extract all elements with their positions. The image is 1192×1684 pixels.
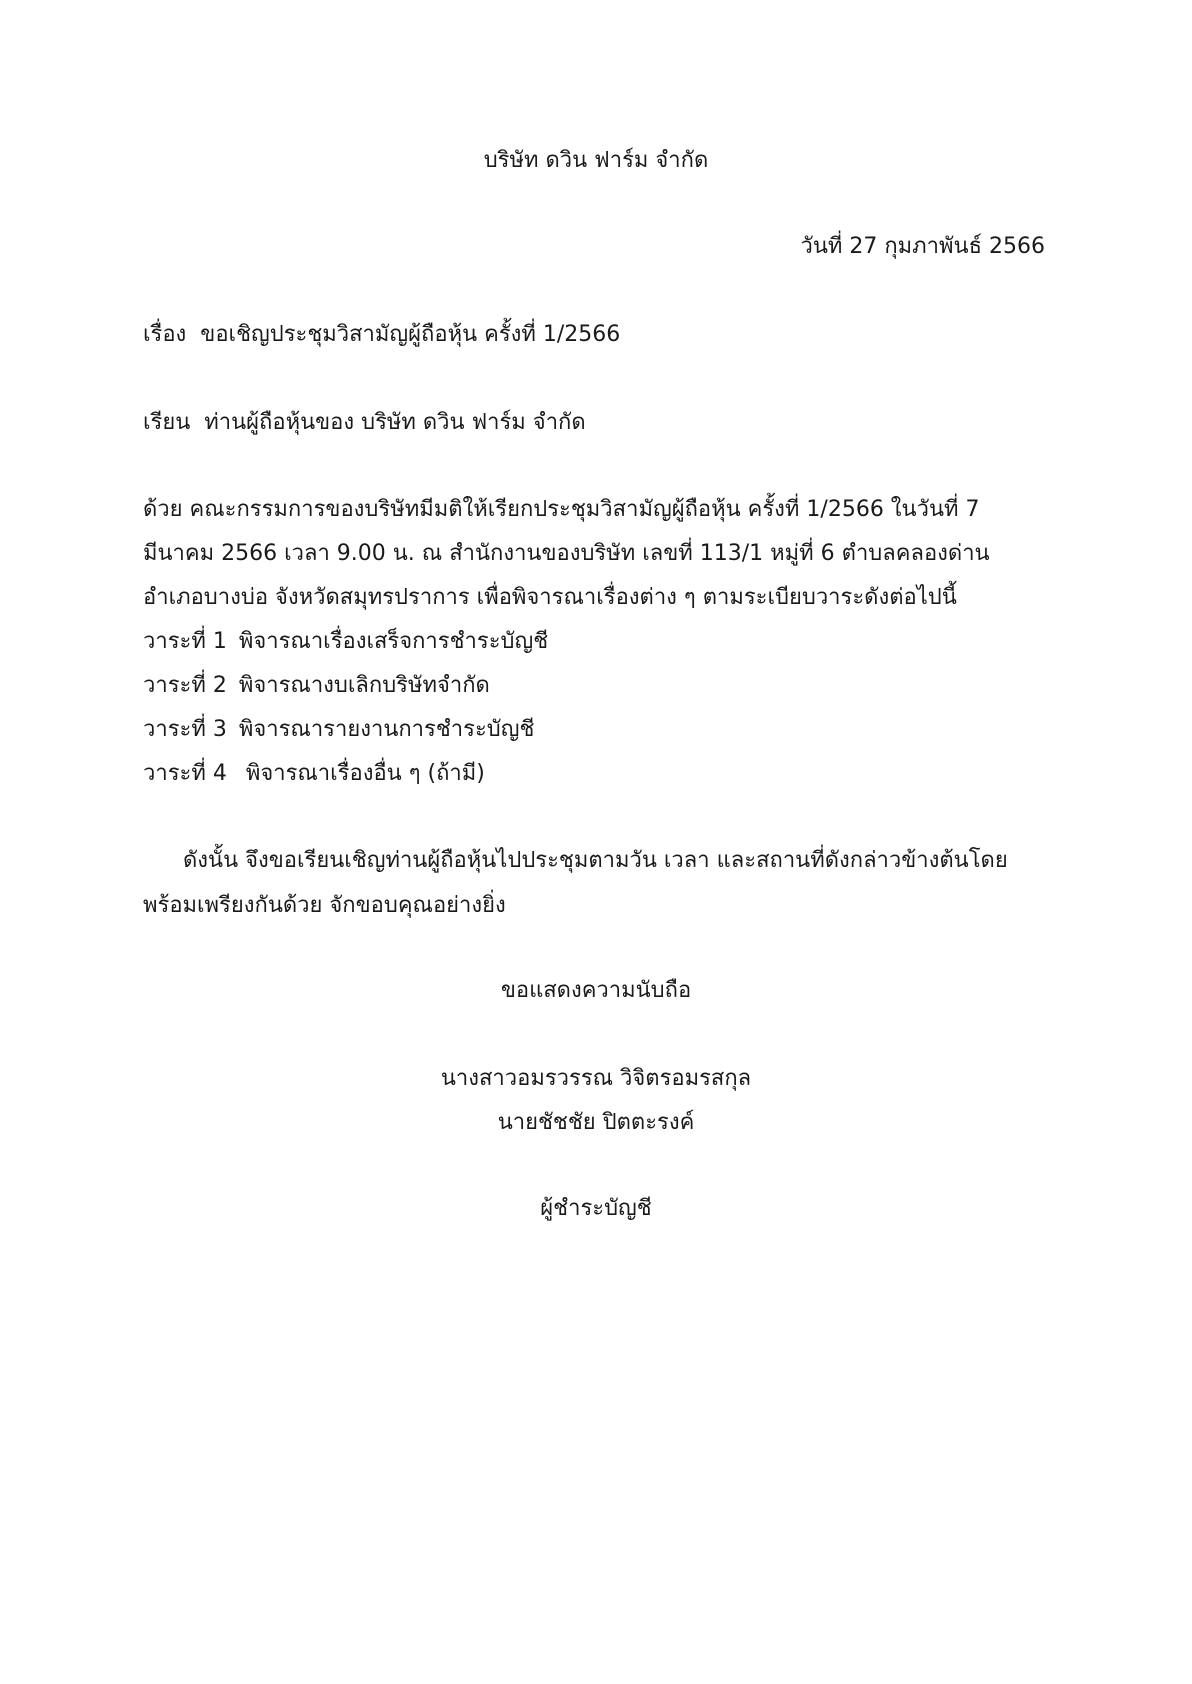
- company-title: บริษัท ดวิน ฟาร์ม จำกัด: [483, 148, 709, 173]
- signatory-title: ผู้ชำระบัญชี: [540, 1196, 652, 1221]
- regards: ขอแสดงความนับถือ: [500, 978, 692, 1003]
- subject-label: เรื่อง: [143, 322, 187, 347]
- body-line-3: อำเภอบางบ่อ จังหวัดสมุทรปราการ เพื่อพิจารณาเรื่องต่าง ๆ ตามระเบียบวาระดังต่อไปนี้: [143, 585, 957, 610]
- signatory-2: นายชัชชัย ปิตตะรงค์: [497, 1110, 695, 1135]
- signatory-1: นางสาวอมรวรรณ วิจิตรอมรสกุล: [440, 1066, 752, 1091]
- agenda-text: พิจารณางบเลิกบริษัทจำกัด: [238, 673, 490, 698]
- agenda-label: วาระที่ 3: [143, 717, 227, 742]
- agenda-label: วาระที่ 1: [143, 629, 227, 654]
- closing-line-1: ดังนั้น จึงขอเรียนเชิญท่านผู้ถือหุ้นไปประชุมตามวัน เวลา และสถานที่ดังกล่าวข้างต้นโดย: [183, 848, 1008, 873]
- recipient-line: [143, 410, 586, 436]
- closing-line-2: พร้อมเพรียงกันด้วย จักขอบคุณอย่างยิ่ง: [143, 893, 506, 918]
- agenda-text: พิจารณารายงานการชำระบัญชี: [238, 717, 535, 742]
- subject-text: ขอเชิญประชุมวิสามัญผู้ถือหุ้น ครั้งที่ 1/2566: [200, 322, 621, 347]
- agenda-item-1: [143, 629, 548, 655]
- body-line-2: มีนาคม 2566 เวลา 9.00 น. ณ สำนักงานของบริษัท เลขที่ 113/1 หมู่ที่ 6 ตำบลคลองด่าน: [143, 541, 990, 566]
- recipient-label: เรียน: [143, 410, 191, 435]
- agenda-label: วาระที่ 2: [143, 673, 227, 698]
- recipient-text: ท่านผู้ถือหุ้นของ บริษัท ดวิน ฟาร์ม จำกัด: [204, 410, 586, 435]
- letter-date: วันที่ 27 กุมภาพันธ์ 2566: [800, 234, 1045, 259]
- agenda-item-4: [143, 761, 485, 787]
- agenda-text: พิจารณาเรื่องเสร็จการชำระบัญชี: [238, 629, 549, 654]
- agenda-label: วาระที่ 4: [143, 761, 227, 786]
- agenda-item-3: [143, 717, 534, 743]
- agenda-item-2: [143, 673, 490, 699]
- agenda-text: พิจารณาเรื่องอื่น ๆ (ถ้ามี): [238, 761, 485, 786]
- body-line-1: ด้วย คณะกรรมการของบริษัทมีมติให้เรียกประชุมวิสามัญผู้ถือหุ้น ครั้งที่ 1/2566 ในวันที่ 7: [143, 497, 980, 522]
- subject-line: [143, 322, 620, 348]
